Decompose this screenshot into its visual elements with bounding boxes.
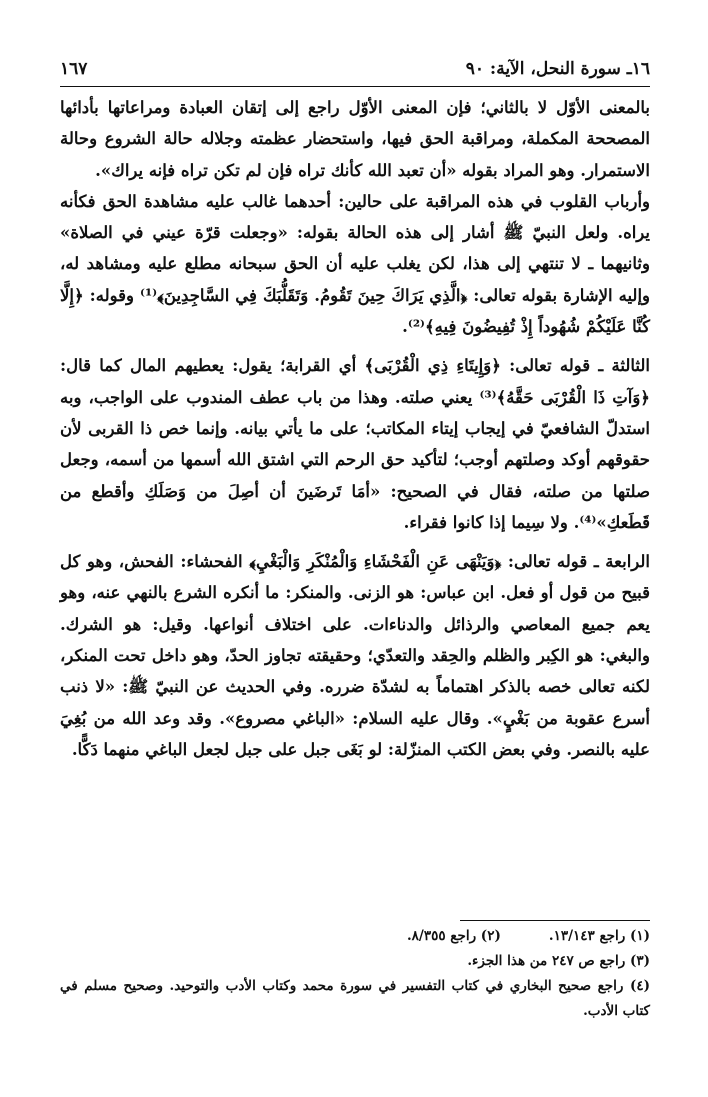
- paragraph-2: وأرباب القلوب في هذه المراقبة على حالين: أحدهما غالب عليه مشاهدة الحق فكأنه يراه. ولعل النبيّ ﷺ أشار إلى هذه الحالة بقوله: «وجعلت قرّة عيني في الصلاة» وثانيهما ـ لا تنتهي إلى هذا، لكن يغلب عليه أن الحق سبحانه مطلع عليه ومشاهد له، وإليه الإشارة بقوله تعالى: ﴿الَّذِي يَرَاكَ حِينَ تَقُومُ. وَتَقَلُّبَكَ فِي السَّاجِدِينَ﴾⁽¹⁾ وقوله: ﴿إِلَّا كُنَّا عَلَيْكُمْ شُهُوداً إِذْ تُفِيضُونَ فِيهِ﴾⁽²⁾.: [60, 191, 651, 337]
- footnote-row: [60, 924, 650, 949]
- footnote-1: (١) راجع ١٣/١٤٣.: [548, 928, 650, 944]
- paragraph-1: بالمعنى الأوّل لا بالثاني؛ فإن المعنى الأوّل راجع إلى إتقان العبادة ومراعاتها بأدائها المصححة المكملة، ومراقبة الحق فيها، واستحضار عظمته وجلاله حالة الشروع وحالة الاستمرار. وهو المراد بقوله «أن تعبد الله كأنك تراه فإن لم تكن تراه فإنه يراك».: [60, 98, 650, 180]
- page-number: ١٦٧: [60, 59, 88, 79]
- page-header: [60, 52, 650, 86]
- footnote-4: (٤) راجع صحيح البخاري في كتاب التفسير في سورة محمد وكتاب الأدب والتوحيد. وصحيح مسلم في كتاب الأدب.: [60, 978, 650, 1019]
- body-text: [60, 92, 650, 765]
- footnote-rule: [460, 920, 650, 921]
- running-title: ١٦ـ سورة النحل، الآية: ٩٠: [465, 59, 650, 79]
- paragraph-4: الرابعة ـ قوله تعالى: ﴿وَيَنْهَى عَنِ الْفَحْشَاءِ وَالْمُنْكَرِ وَالْبَغْيِ﴾ الفحشاء: الفحش، وهو كل قبيح من قول أو فعل. ابن عباس: هو الزنى. والمنكر: ما أنكره الشرع بالنهي عنه، وهو يعم جميع المعاصي والرذائل والدناءات. على اختلاف أنواعها. وقيل: هو الشرك. والبغي: هو الكِبر والظلم والحِقد والتعدّي؛ وحقيقته تجاوز الحدّ، وهو داخل تحت المنكر، لكنه تعالى خصه بالذكر اهتماماً به لشدّة ضرره. وفي الحديث عن النبيّ ﷺ: «لا ذنب أسرع عقوبة من بَغْيٍ». وقال عليه السلام: «الباغي مصروع». وقد وعد الله من بُغِيَ عليه بالنصر. وفي بعض الكتب المنزّلة: لو بَغَى جبل على جبل لجعل الباغي منهما دَكًّا.: [60, 552, 650, 759]
- header-rule: [60, 86, 650, 87]
- paragraph-3: الثالثة ـ قوله تعالى: ﴿وَإِيتَاءِ ذِي الْقُرْبَى﴾ أي القرابة؛ يقول: يعطيهم المال كما قال: ﴿وَآتِ ذَا الْقُرْبَى حَقَّهُ﴾⁽³⁾ يعني صلته. وهذا من باب عطف المندوب على الواجب، وبه استدلّ الشافعيّ في إيجاب إيتاء المكاتب؛ على ما يأتي بيانه. وإنما خص ذا القربى لأن حقوقهم أوكد وصلتهم أوجب؛ لتأكيد حق الرحم التي اشتق الله أسمها من أسمه، وجعل صلتها من صلته، فقال في الصحيح: «أمَا تَرضَينَ أن أصِلَ من وَصَلَكِ وأقطع من قَطَعكِ»⁽⁴⁾. ولا سِيما إذا كانوا فقراء.: [60, 356, 650, 532]
- footnote-2: (٢) راجع ٨/٣٥٥.: [406, 928, 501, 944]
- footnote-3: (٣) راجع ص ٢٤٧ من هذا الجزء.: [467, 953, 650, 969]
- footnotes: [60, 924, 650, 1024]
